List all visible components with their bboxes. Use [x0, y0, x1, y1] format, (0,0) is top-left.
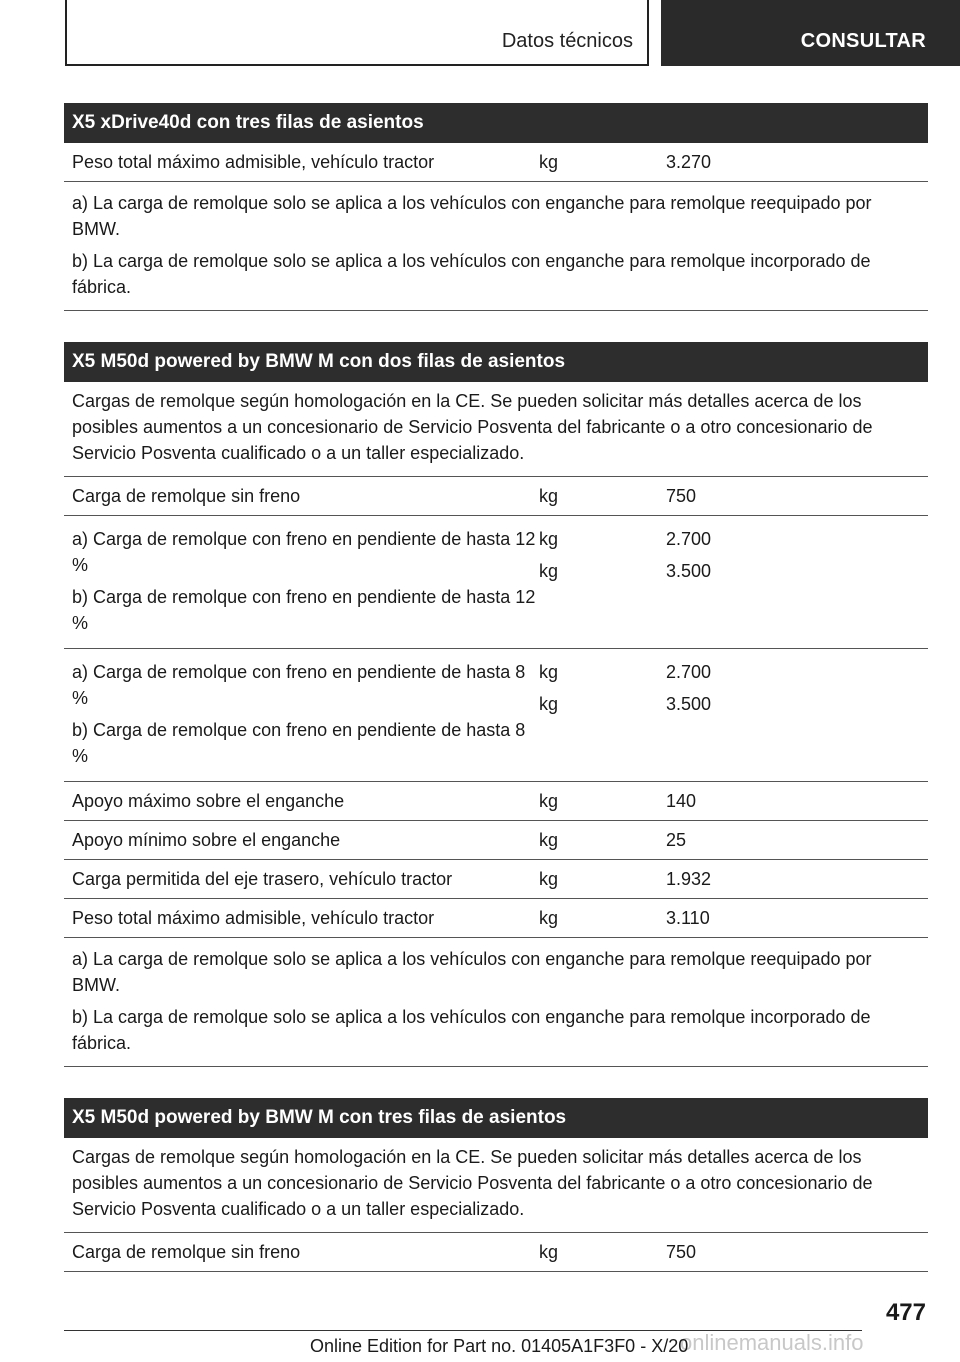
section-tab[interactable] — [65, 0, 649, 66]
row-value-b: 3.500 — [666, 561, 712, 581]
table-row — [64, 899, 928, 938]
row-label-a: a) Carga de remolque con freno en pendiente de hasta 8 % — [72, 662, 526, 708]
row-value: 25 — [666, 830, 687, 850]
row-unit: kg — [539, 908, 559, 928]
row-unit-b: kg — [539, 694, 559, 714]
row-unit: kg — [539, 1242, 559, 1262]
row-label: Carga permitida del eje trasero, vehículo tractor — [72, 869, 453, 889]
row-label: Carga de remolque sin freno — [72, 486, 301, 506]
table-row — [64, 649, 928, 782]
row-unit — [539, 526, 666, 636]
row-label: Peso total máximo admisible, vehículo tractor — [72, 908, 435, 928]
spec-content — [64, 103, 928, 1303]
row-label-b: b) Carga de remolque con freno en pendiente de hasta 8 % — [72, 720, 526, 766]
row-label: Peso total máximo admisible, vehículo tractor — [72, 152, 435, 172]
section-title: X5 M50d powered by BMW M con tres filas de asientos — [64, 1098, 928, 1138]
row-label: Apoyo máximo sobre el enganche — [72, 791, 345, 811]
row-label-a: a) Carga de remolque con freno en pendiente de hasta 12 % — [72, 529, 536, 575]
row-value: 140 — [666, 791, 697, 811]
row-value-a: 2.700 — [666, 529, 712, 549]
row-unit — [539, 659, 666, 769]
row-unit: kg — [539, 830, 559, 850]
row-label: Carga de remolque sin freno — [72, 1242, 301, 1262]
row-label — [64, 659, 539, 769]
row-value: 3.110 — [666, 908, 710, 928]
footnote-b: b) La carga de remolque solo se aplica a los vehículos con enganche para remolque incorporado de fábrica. — [72, 251, 871, 297]
table-row — [64, 1233, 928, 1272]
row-unit-a: kg — [539, 662, 559, 682]
row-value — [666, 526, 928, 636]
row-unit: kg — [539, 869, 559, 889]
row-value: 1.932 — [666, 869, 712, 889]
row-value: 750 — [666, 486, 697, 506]
table-row — [64, 477, 928, 516]
row-label: Apoyo mínimo sobre el enganche — [72, 830, 341, 850]
consult-tab[interactable] — [661, 0, 960, 66]
section-x5-m50d-two-rows — [64, 342, 928, 1067]
row-value: 3.270 — [666, 152, 712, 172]
footnotes — [64, 938, 928, 1067]
section-title: X5 xDrive40d con tres filas de asientos — [64, 103, 928, 143]
section-x5-xdrive40d-three-rows — [64, 103, 928, 311]
page-number: 477 — [885, 1299, 926, 1326]
section-intro: Cargas de remolque según homologación en la CE. Se pueden solicitar más detalles acerca de los posibles aumentos a un concesionario de Servicio Posventa del fabricante o a otro concesionario de Servicio Posventa cualificado o a un taller especializado. — [64, 1138, 928, 1233]
footnote-a: a) La carga de remolque solo se aplica a los vehículos con enganche para remolque reequipado por BMW. — [72, 949, 872, 995]
footnotes — [64, 182, 928, 311]
row-value — [666, 659, 928, 769]
table-row — [64, 143, 928, 182]
row-unit-b: kg — [539, 561, 559, 581]
row-label — [64, 526, 539, 636]
row-value: 750 — [666, 1242, 697, 1262]
section-tab-label: Datos técnicos — [501, 30, 633, 52]
section-title: X5 M50d powered by BMW M con dos filas de asientos — [64, 342, 928, 382]
edition-note: Online Edition for Part no. 01405A1F3F0 - X/20 — [310, 1336, 689, 1356]
footnote-a: a) La carga de remolque solo se aplica a los vehículos con enganche para remolque reequipado por BMW. — [72, 193, 872, 239]
table-row — [64, 516, 928, 649]
row-value-b: 3.500 — [666, 694, 712, 714]
section-intro: Cargas de remolque según homologación en la CE. Se pueden solicitar más detalles acerca de los posibles aumentos a un concesionario de Servicio Posventa del fabricante o a otro concesionario de Servicio Posventa cualificado o a un taller especializado. — [64, 382, 928, 477]
page-header — [0, 0, 960, 66]
table-row — [64, 860, 928, 899]
footnote-b: b) La carga de remolque solo se aplica a los vehículos con enganche para remolque incorporado de fábrica. — [72, 1007, 871, 1053]
section-x5-m50d-three-rows — [64, 1098, 928, 1272]
row-unit-a: kg — [539, 529, 559, 549]
row-unit: kg — [539, 486, 559, 506]
row-unit: kg — [539, 152, 559, 172]
table-row — [64, 782, 928, 821]
watermark: onlinemanuals.info — [680, 1330, 864, 1355]
consult-tab-label: CONSULTAR — [800, 30, 926, 52]
row-value-a: 2.700 — [666, 662, 712, 682]
row-label-b: b) Carga de remolque con freno en pendiente de hasta 12 % — [72, 587, 536, 633]
row-unit: kg — [539, 791, 559, 811]
table-row — [64, 821, 928, 860]
